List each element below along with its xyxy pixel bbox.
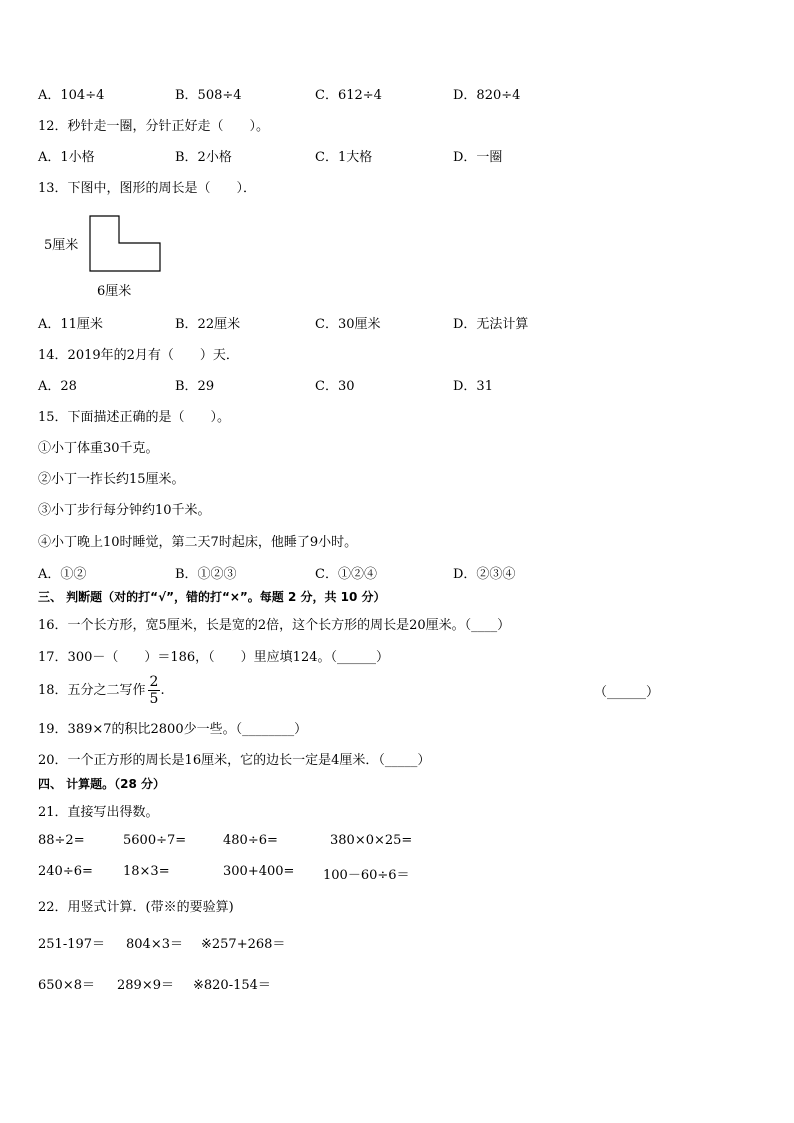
- l-shape-outline: [90, 216, 160, 271]
- q22-item: ※257+268＝: [201, 937, 286, 952]
- q11-option-a: A．104÷4: [38, 88, 105, 103]
- section-3-heading: 三、 判断题（对的打“√”，错的打“×”。每题 2 分，共 10 分）: [38, 590, 386, 604]
- fraction-denominator: 5: [149, 691, 159, 707]
- q15-option-d: D．②③④: [453, 567, 516, 582]
- q15-option-a: A．①②: [38, 567, 87, 582]
- q15-item-3: ③小丁步行每分钟约10千米。: [38, 503, 211, 518]
- q18-answer-blank: （______）: [594, 685, 660, 700]
- q21-item: 18×3=: [123, 864, 170, 879]
- q21-item: 480÷6=: [223, 833, 278, 848]
- l-shape-figure: [88, 214, 164, 274]
- q12-option-b: B．2小格: [175, 150, 232, 165]
- q22-stem: 22．用竖式计算．(带※的要验算): [38, 900, 234, 915]
- fraction-numerator: 2: [149, 674, 159, 690]
- q13-option-b: B．22厘米: [175, 317, 241, 332]
- q19-text: 19．389×7的积比2800少一些。（________）: [38, 722, 308, 737]
- q15-option-b: B．①②③: [175, 567, 237, 582]
- q18-stem: 18．五分之二写作: [38, 683, 146, 698]
- q15-item-1: ①小丁体重30千克。: [38, 441, 159, 456]
- q22-item: 650×8＝: [38, 978, 95, 993]
- q14-option-d: D．31: [453, 379, 493, 394]
- q13-stem: 13．下图中，图形的周长是（ ）．: [38, 181, 257, 196]
- q15-item-2: ②小丁一拃长约15厘米。: [38, 472, 185, 487]
- q21-item: 5600÷7=: [123, 833, 187, 848]
- q21-item: 100－60÷6＝: [323, 868, 410, 883]
- q11-option-c: C．612÷4: [315, 88, 382, 103]
- q12-stem: 12．秒针走一圈，分针正好走（ ）。: [38, 119, 270, 134]
- figure-label-bottom: 6厘米: [97, 284, 132, 299]
- fraction: [148, 674, 161, 707]
- q11-option-b: B．508÷4: [175, 88, 242, 103]
- q18-line: [38, 674, 165, 707]
- q21-item: 300+400=: [223, 864, 295, 879]
- q12-option-d: D．一圈: [453, 150, 503, 165]
- q21-item: 380×0×25=: [330, 833, 413, 848]
- q14-option-b: B．29: [175, 379, 215, 394]
- q15-option-c: C．①②④: [315, 567, 377, 582]
- q13-option-d: D．无法计算: [453, 317, 529, 332]
- q14-option-c: C．30: [315, 379, 355, 394]
- q15-stem: 15．下面描述正确的是（ ）。: [38, 410, 231, 425]
- q22-item: ※820-154＝: [193, 978, 271, 993]
- q14-option-a: A．28: [38, 379, 77, 394]
- q12-option-a: A．1小格: [38, 150, 95, 165]
- q16-text: 16．一个长方形，宽5厘米，长是宽的2倍，这个长方形的周长是20厘米。（____）: [38, 618, 511, 633]
- q12-option-c: C．1大格: [315, 150, 373, 165]
- q11-option-d: D．820÷4: [453, 88, 521, 103]
- q20-text: 20．一个正方形的周长是16厘米，它的边长一定是4厘米．（_____）: [38, 753, 431, 768]
- q22-item: 289×9＝: [117, 978, 174, 993]
- q21-item: 88÷2=: [38, 833, 85, 848]
- q22-item: 251-197＝: [38, 937, 106, 952]
- q18-end: .: [160, 683, 165, 698]
- q21-item: 240÷6=: [38, 864, 93, 879]
- q15-item-4: ④小丁晚上10时睡觉，第二天7时起床，他睡了9小时。: [38, 535, 358, 550]
- section-4-heading: 四、 计算题。（28 分）: [38, 777, 166, 791]
- q13-option-c: C．30厘米: [315, 317, 381, 332]
- figure-label-left: 5厘米: [44, 238, 79, 253]
- q21-stem: 21．直接写出得数。: [38, 805, 159, 820]
- q14-stem: 14．2019年的2月有（ ）天．: [38, 348, 239, 363]
- q22-item: 804×3＝: [126, 937, 183, 952]
- q13-option-a: A．11厘米: [38, 317, 103, 332]
- q17-text: 17．300－（ ）＝186，（ ）里应填124。（______）: [38, 650, 389, 665]
